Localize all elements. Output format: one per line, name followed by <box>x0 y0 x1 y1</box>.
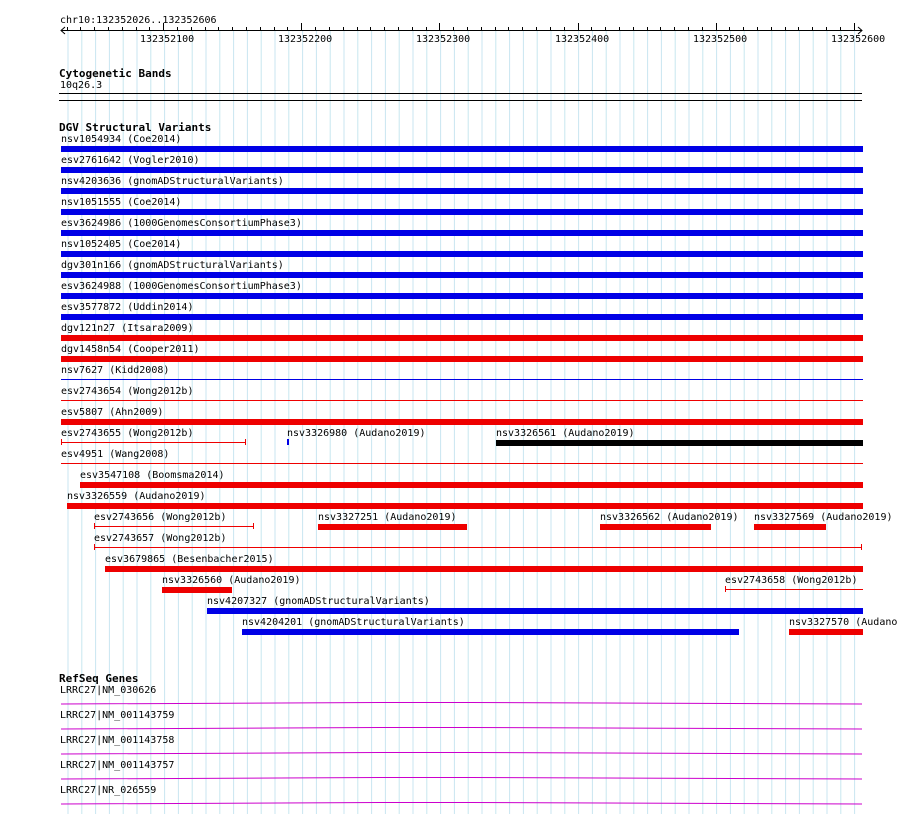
dgv-feature-id: esv3577872 <box>61 302 122 313</box>
dgv-feature-id: esv2743656 <box>94 512 155 523</box>
dgv-feature-bar[interactable] <box>61 400 863 401</box>
dgv-feature-bar[interactable] <box>61 251 863 257</box>
dgv-feature-study: (Wang2008) <box>109 449 170 460</box>
dgv-feature-id: nsv4207327 <box>207 596 268 607</box>
dgv-feature-bar[interactable] <box>61 335 863 341</box>
dgv-feature-bar[interactable] <box>318 524 467 530</box>
dgv-feature-study: (gnomADStructuralVariants) <box>308 617 465 628</box>
ruler-tick-label: 132352100 <box>140 34 195 45</box>
refseq-gene-label: LRRC27|NR_026559 <box>60 785 157 796</box>
refseq-gene-label: LRRC27|NM_030626 <box>60 685 157 696</box>
dgv-feature-id: nsv1052405 <box>61 239 122 250</box>
dgv-feature-label <box>61 428 193 439</box>
dgv-feature-endcap <box>253 523 254 529</box>
dgv-feature-id: esv2743657 <box>94 533 155 544</box>
dgv-feature-bar[interactable] <box>242 629 739 635</box>
dgv-feature-label <box>105 554 274 565</box>
dgv-feature-label <box>61 365 169 376</box>
dgv-feature-endcap <box>725 586 726 592</box>
dgv-feature-study: (Wong2012b) <box>791 575 858 586</box>
dgv-feature-bar[interactable] <box>754 524 826 530</box>
dgv-feature-label <box>61 449 169 460</box>
dgv-feature-bar[interactable] <box>287 439 289 445</box>
dgv-feature-id: esv2743658 <box>725 575 786 586</box>
ruler-location: chr10:132352026..132352606 <box>60 15 217 26</box>
dgv-feature-bar[interactable] <box>61 314 863 320</box>
dgv-feature-endcap <box>61 439 62 445</box>
dgv-feature-label <box>61 176 284 187</box>
dgv-feature-label <box>61 155 200 166</box>
dgv-feature-study: (Audano2019) <box>562 428 635 439</box>
refseq-intron-line <box>61 728 862 730</box>
dgv-feature-study: (1000GenomesConsortiumPhase3) <box>127 218 302 229</box>
dgv-feature-label <box>61 134 181 145</box>
cytoband-label[interactable]: 10q26.3 <box>60 80 103 91</box>
ruler-tick-label: 132352600 <box>831 34 886 45</box>
dgv-feature-endcap <box>94 523 95 529</box>
dgv-feature-bar[interactable] <box>94 547 862 548</box>
dgv-feature-label <box>496 428 635 439</box>
dgv-feature-id: esv4951 <box>61 449 104 460</box>
dgv-feature-label <box>94 512 226 523</box>
dgv-feature-label <box>61 239 181 250</box>
dgv-feature-study: (Coe2014) <box>127 197 182 208</box>
dgv-feature-label <box>287 428 426 439</box>
cytoband-line-top <box>59 93 862 94</box>
refseq-intron-line <box>61 703 862 705</box>
refseq-gene-label: LRRC27|NM_001143757 <box>60 760 175 771</box>
dgv-feature-study: (Wong2012b) <box>160 533 227 544</box>
dgv-feature-label <box>67 491 206 502</box>
dgv-feature-bar[interactable] <box>61 272 863 278</box>
dgv-feature-bar[interactable] <box>496 440 863 446</box>
dgv-feature-bar[interactable] <box>94 526 254 527</box>
dgv-feature-bar[interactable] <box>61 379 863 380</box>
dgv-feature-bar[interactable] <box>61 188 863 194</box>
dgv-feature-study: (Cooper2011) <box>127 344 200 355</box>
dgv-feature-id: esv3547108 <box>80 470 141 481</box>
dgv-feature-endcap <box>94 544 95 550</box>
dgv-feature-study: (Audano2019) <box>666 512 739 523</box>
dgv-track-title: DGV Structural Variants <box>59 121 212 134</box>
dgv-feature-study: (Wong2012b) <box>127 428 194 439</box>
ruler-tick-label: 132352400 <box>555 34 610 45</box>
dgv-feature-bar[interactable] <box>105 566 863 572</box>
dgv-feature-label <box>754 512 893 523</box>
dgv-feature-label <box>162 575 301 586</box>
dgv-feature-label <box>61 218 302 229</box>
dgv-feature-label <box>61 323 193 334</box>
dgv-feature-bar[interactable] <box>61 463 863 464</box>
dgv-feature-bar[interactable] <box>61 167 863 173</box>
dgv-feature-bar[interactable] <box>80 482 863 488</box>
dgv-feature-label <box>61 386 193 397</box>
dgv-feature-study: (Uddin2014) <box>127 302 194 313</box>
dgv-feature-bar[interactable] <box>61 146 863 152</box>
dgv-feature-id: nsv3327570 <box>789 617 850 628</box>
dgv-feature-id: nsv4204201 <box>242 617 303 628</box>
dgv-feature-study: (1000GenomesConsortiumPhase3) <box>127 281 302 292</box>
dgv-feature-study: (gnomADStructuralVariants) <box>127 176 284 187</box>
dgv-feature-id: dgv1458n54 <box>61 344 122 355</box>
refseq-gene-model[interactable] <box>0 793 890 813</box>
dgv-feature-label <box>242 617 465 628</box>
dgv-feature-id: esv3624988 <box>61 281 122 292</box>
dgv-feature-id: nsv3326980 <box>287 428 348 439</box>
dgv-feature-study: (Vogler2010) <box>127 155 200 166</box>
dgv-feature-study: (Kidd2008) <box>109 365 170 376</box>
dgv-feature-bar[interactable] <box>61 230 863 236</box>
refseq-gene-label: LRRC27|NM_001143758 <box>60 735 175 746</box>
cytoband-line-bottom <box>59 100 862 101</box>
dgv-feature-study: (Ahn2009) <box>109 407 164 418</box>
dgv-feature-id: esv3679865 <box>105 554 166 565</box>
dgv-feature-study: (Wong2012b) <box>160 512 227 523</box>
dgv-feature-id: nsv1054934 <box>61 134 122 145</box>
dgv-feature-bar[interactable] <box>61 209 863 215</box>
dgv-feature-bar[interactable] <box>61 293 863 299</box>
dgv-feature-id: nsv3327569 <box>754 512 815 523</box>
cytoband-track-title: Cytogenetic Bands <box>59 67 172 80</box>
dgv-feature-label <box>61 281 302 292</box>
dgv-feature-id: nsv4203636 <box>61 176 122 187</box>
dgv-feature-id: nsv3326560 <box>162 575 223 586</box>
dgv-feature-bar[interactable] <box>67 503 863 509</box>
dgv-feature-label <box>207 596 430 607</box>
dgv-feature-id: esv2761642 <box>61 155 122 166</box>
dgv-feature-id: nsv1051555 <box>61 197 122 208</box>
refseq-intron-line <box>61 778 862 780</box>
dgv-feature-label <box>600 512 739 523</box>
ruler-tick-label: 132352200 <box>278 34 333 45</box>
dgv-feature-label <box>789 617 897 628</box>
refseq-track-title: RefSeq Genes <box>59 672 139 685</box>
dgv-feature-id: nsv3327251 <box>318 512 379 523</box>
dgv-feature-id: nsv3326561 <box>496 428 557 439</box>
dgv-feature-label <box>725 575 857 586</box>
refseq-intron-line <box>61 803 862 805</box>
dgv-feature-endcap <box>245 439 246 445</box>
dgv-feature-id: dgv301n166 <box>61 260 122 271</box>
dgv-feature-id: esv3624986 <box>61 218 122 229</box>
dgv-feature-bar[interactable] <box>207 608 863 614</box>
ruler-tick-label: 132352500 <box>693 34 748 45</box>
dgv-feature-study: (gnomADStructuralVariants) <box>273 596 430 607</box>
dgv-feature-label <box>61 344 200 355</box>
dgv-feature-study: (Besenbacher2015) <box>171 554 274 565</box>
dgv-feature-id: esv2743654 <box>61 386 122 397</box>
dgv-feature-label <box>61 302 193 313</box>
dgv-feature-bar[interactable] <box>61 356 863 362</box>
dgv-feature-id: dgv121n27 <box>61 323 116 334</box>
refseq-intron-line <box>61 753 862 755</box>
dgv-feature-study: (Boomsma2014) <box>146 470 225 481</box>
dgv-feature-label <box>80 470 225 481</box>
dgv-feature-label <box>318 512 457 523</box>
dgv-feature-bar[interactable] <box>789 629 863 635</box>
dgv-feature-bar[interactable] <box>600 524 711 530</box>
dgv-feature-study: (Itsara2009) <box>121 323 194 334</box>
dgv-feature-id: nsv3326562 <box>600 512 661 523</box>
dgv-feature-id: nsv3326559 <box>67 491 128 502</box>
dgv-feature-id: nsv7627 <box>61 365 104 376</box>
dgv-feature-study: (Audano2019) <box>133 491 206 502</box>
dgv-feature-label <box>61 197 181 208</box>
dgv-feature-study: (Audano2019) <box>384 512 457 523</box>
dgv-feature-study: (Coe2014) <box>127 134 182 145</box>
dgv-feature-study: (Audano2019) <box>353 428 426 439</box>
dgv-feature-bar[interactable] <box>725 589 863 590</box>
refseq-gene-label: LRRC27|NM_001143759 <box>60 710 175 721</box>
dgv-feature-study: (Coe2014) <box>127 239 182 250</box>
dgv-feature-study: (Audano2019) <box>228 575 301 586</box>
dgv-feature-label <box>61 407 163 418</box>
dgv-feature-label <box>61 260 284 271</box>
dgv-feature-study: (Wong2012b) <box>127 386 194 397</box>
dgv-feature-bar[interactable] <box>61 419 863 425</box>
dgv-feature-bar[interactable] <box>61 442 246 443</box>
dgv-feature-bar[interactable] <box>162 587 232 593</box>
dgv-feature-study: (Audano <box>855 617 897 628</box>
dgv-feature-endcap <box>861 544 862 550</box>
dgv-feature-study: (gnomADStructuralVariants) <box>127 260 284 271</box>
dgv-feature-id: esv5807 <box>61 407 104 418</box>
dgv-feature-study: (Audano2019) <box>820 512 893 523</box>
dgv-feature-label <box>94 533 226 544</box>
dgv-feature-id: esv2743655 <box>61 428 122 439</box>
ruler-tick-label: 132352300 <box>416 34 471 45</box>
